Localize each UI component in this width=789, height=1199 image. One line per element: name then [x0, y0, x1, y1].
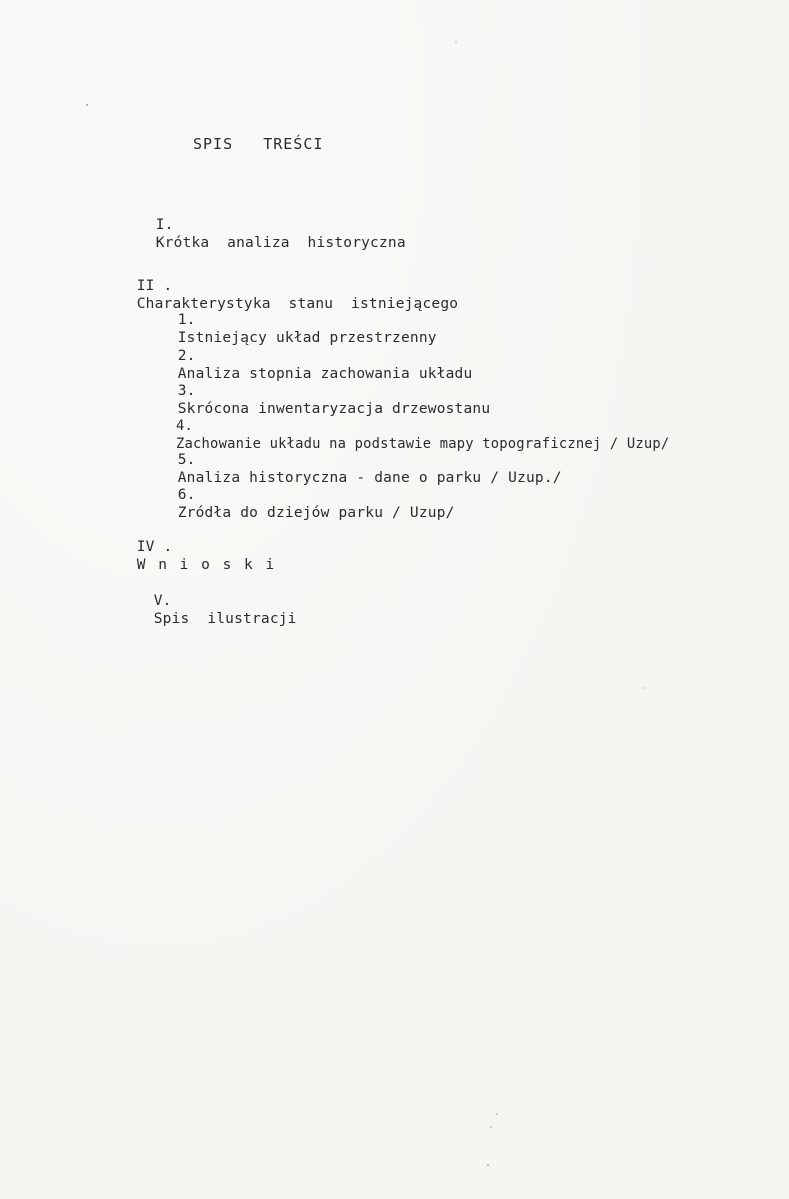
paper-speck: [487, 1164, 489, 1166]
paper-speck: [490, 1126, 492, 1128]
subitem-number: 5.: [177, 452, 196, 468]
paper-speck: [496, 1113, 498, 1115]
subitem-number: 6.: [177, 487, 196, 503]
toc-section-5: [118, 574, 297, 646]
subitem-number: 3.: [177, 383, 196, 399]
paper-speck: [86, 104, 88, 106]
subitem-label: Zachowanie układu na podstawie mapy topograficznej / Uzup/: [176, 436, 670, 452]
paper-speck: [163, 243, 165, 245]
section-label: Spis ilustracji: [153, 611, 297, 627]
section-label: Charakterystyka stanu istniejącego: [136, 296, 459, 312]
subitem-label: Zródła do dziejów parku / Uzup/: [177, 505, 455, 521]
subitem-label: Analiza stopnia zachowania układu: [177, 366, 473, 382]
subitem-label: Istniejący układ przestrzenny: [177, 330, 437, 346]
section-label: Krótka analiza historyczna: [155, 235, 406, 251]
subitem-number: 1.: [177, 312, 196, 328]
paper-speck: [642, 687, 644, 689]
section-number: V.: [153, 593, 172, 609]
section-number: I.: [155, 217, 174, 233]
page-title: SPIS TREŚCI: [193, 135, 324, 153]
subitem-label: Skrócona inwentaryzacja drzewostanu: [177, 401, 491, 417]
subitem-label: Analiza historyczna - dane o parku / Uzup./: [177, 470, 562, 486]
subitem-number: 2.: [177, 348, 196, 364]
section-label: W n i o s k i: [136, 557, 277, 573]
section-number: IV .: [136, 539, 173, 555]
subitem-number: 4.: [176, 418, 194, 434]
paper-speck: [455, 41, 457, 43]
section-number: II .: [136, 278, 173, 294]
